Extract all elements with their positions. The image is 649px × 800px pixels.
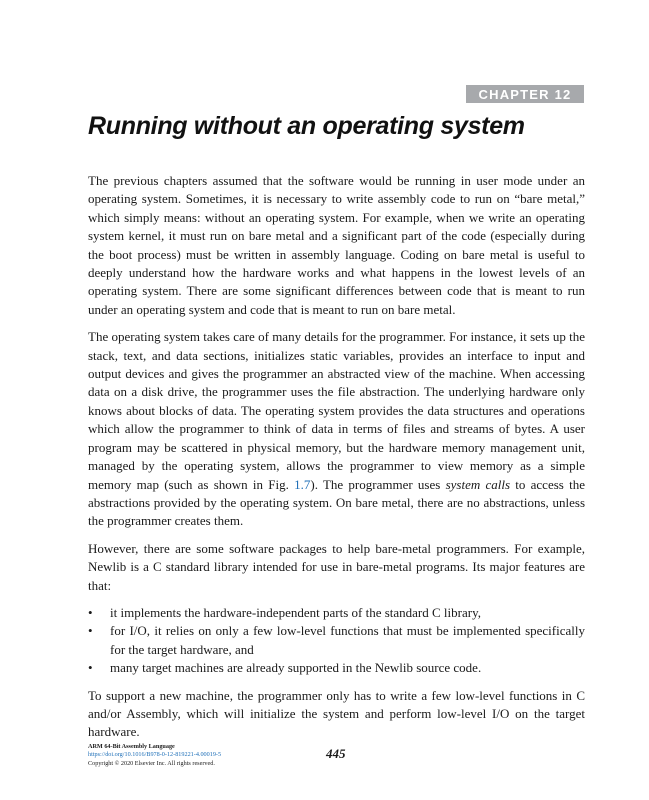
list-item [88, 659, 585, 677]
figure-reference-link[interactable]: 1.7 [294, 476, 311, 492]
footer-citation [88, 743, 308, 768]
chapter-title: Running without an operating system [88, 112, 525, 140]
list-item-text: it implements the hardware-independent parts of the standard C library, [110, 604, 481, 620]
bullet-icon: • [88, 660, 93, 676]
feature-list [88, 604, 585, 678]
paragraph-newlib: However, there are some software packages to help bare-metal programmers. For example, Newlib is a C standard library intended for use in bare-metal programs. Its major features are that: [88, 540, 585, 593]
bullet-icon: • [88, 623, 93, 639]
paragraph-os-details [88, 328, 585, 530]
emphasis-term: system calls [445, 476, 511, 492]
paragraph-text: to access the abstractions provided by the operating system. On bare metal, there are no abstractions, unless the programmer creates them. [88, 476, 585, 529]
paragraph-intro: The previous chapters assumed that the software would be running in user mode under an operating system. Sometimes, it is necessary to write assembly code to run on “bare metal,” which simply means: without an operating system. For example, when we write an operating system kernel, it must run on bare metal and a significant part of the code (especially during the boot process) must be written in assembly language. Coding on bare metal is useful to deeply understand how the hardware works and what happens in the lowest levels of an operating system. There are some significant differences between code that is meant to run under an operating system and code that is meant to run on bare metal. [88, 173, 585, 317]
paragraph-support: To support a new machine, the programmer only has to write a few low-level functions in C and/or Assembly, which will initialize the system and perform low-level I/O on the target hardware. [88, 687, 585, 740]
chapter-badge: CHAPTER 12 [466, 85, 584, 103]
footer-copyright: Copyright © 2020 Elsevier Inc. All rights reserved. [88, 759, 215, 767]
list-item-text: many target machines are already supported in the Newlib source code. [110, 660, 482, 676]
footer-doi-link[interactable]: https://doi.org/10.1016/B978-0-12-819221-4.00019-5 [88, 751, 222, 759]
page-number: 445 [326, 746, 346, 761]
footer-book-title: ARM 64-Bit Assembly Language [88, 743, 175, 750]
list-item-text: for I/O, it relies on only a few low-level functions that must be implemented specifically for the target hardware, and [110, 623, 585, 657]
list-item [88, 604, 585, 622]
list-item [88, 622, 585, 659]
paragraph-text: The operating system takes care of many details for the programmer. For instance, it sets up the stack, text, and data sections, initializes static variables, provides an interface to input and output devices and gives the programmer an abstracted view of the machine. When accessing data on a disk drive, the programmer uses the file abstraction. The underlying hardware only knows about blocks of data. The operating system provides the data structures and operations which allow the programmer to think of data in terms of files and streams of bytes. A user program may be scattered in physical memory, but the hardware memory management unit, managed by the operating system, allows the programmer to view memory as a simple memory map (such as shown in Fig. [88, 329, 585, 492]
body-text [88, 172, 585, 751]
bullet-icon: • [88, 604, 93, 620]
paragraph-text: ). The programmer uses [310, 476, 446, 492]
